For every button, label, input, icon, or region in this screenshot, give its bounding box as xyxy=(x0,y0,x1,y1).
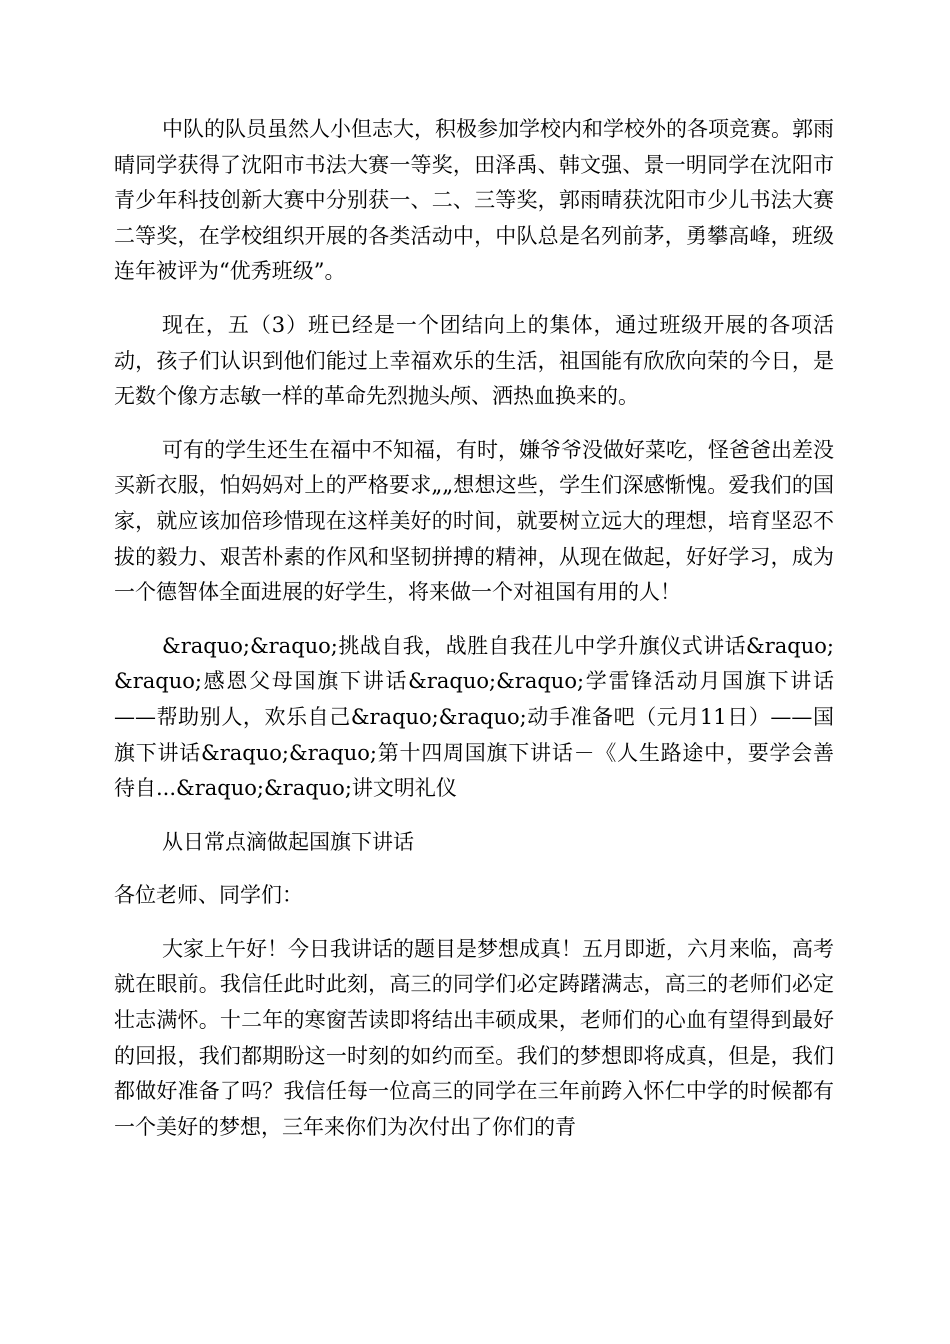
paragraph-competitions: 中队的队员虽然人小但志大，积极参加学校内和学校外的各项竞赛。郭雨晴同学获得了沈阳市书法大赛一等奖，田泽禹、韩文强、景一明同学在沈阳市青少年科技创新大赛中分别获一、二、三等奖，郭雨晴获沈阳市少儿书法大赛二等奖，在学校组织开展的各类活动中，中队总是名列前茅，勇攀高峰，班级连年被评为“优秀班级”。 xyxy=(114,117,834,284)
speech-salutation: 各位老师、同学们： xyxy=(114,883,303,908)
paragraph-speech-body: 大家上午好！今日我讲话的题目是梦想成真！五月即逝，六月来临，高考就在眼前。我信任此时此刻，高三的同学们必定踌躇满志，高三的老师们必定壮志满怀。十二年的寒窗苦读即将结出丰硕成果，老师们的心血有望得到最好的回报，我们都期盼这一时刻的如约而至。我们的梦想即将成真，但是，我们都做好准备了吗？我信任每一位高三的同学在三年前跨入怀仁中学的时候都有一个美好的梦想，三年来你们为次付出了你们的青 xyxy=(114,936,834,1139)
speech-title: 从日常点滴做起国旗下讲话 xyxy=(162,829,414,854)
document-body xyxy=(114,112,834,1145)
paragraph-gap xyxy=(114,415,834,433)
paragraph-class-collective: 现在，五（3）班已经是一个团结向上的集体，通过班级开展的各项活动，孩子们认识到他们能过上幸福欢乐的生活，祖国能有欣欣向荣的今日，是无数个像方志敏一样的革命先烈抛头颅、洒热血换来的。 xyxy=(114,312,834,409)
paragraph-gap xyxy=(114,807,834,825)
paragraph-gap xyxy=(114,860,834,878)
paragraph-cherish: 可有的学生还生在福中不知福，有时，嫌爷爷没做好菜吃，怪爸爸出差没买新衣服，怕妈妈对上的严格要求„„想想这些，学生们深感惭愧。爱我们的国家，就应该加倍珍惜现在这样美好的时间，就要树立远大的理想，培育坚忍不拔的毅力、艰苦朴素的作风和坚韧拼搏的精神，从现在做起，好好学习，成为一个德智体全面进展的好学生，将来做一个对祖国有用的人！ xyxy=(114,437,834,605)
paragraph-gap xyxy=(114,611,834,629)
paragraph-gap xyxy=(114,290,834,308)
paragraph-related-links: &raquo;&raquo;挑战自我，战胜自我茌儿中学升旗仪式讲话&raquo;&raquo;感恩父母国旗下讲话&raquo;&raquo;学雷锋活动月国旗下讲话——帮助别人，欢乐自己&raquo;&raquo;动手准备吧（元月11日）——国旗下讲话&raquo;&raquo;第十四周国旗下讲话－《人生路途中，要学会善待自...&raquo;&raquo;讲文明礼仪 xyxy=(114,633,834,801)
paragraph-gap xyxy=(114,914,834,932)
